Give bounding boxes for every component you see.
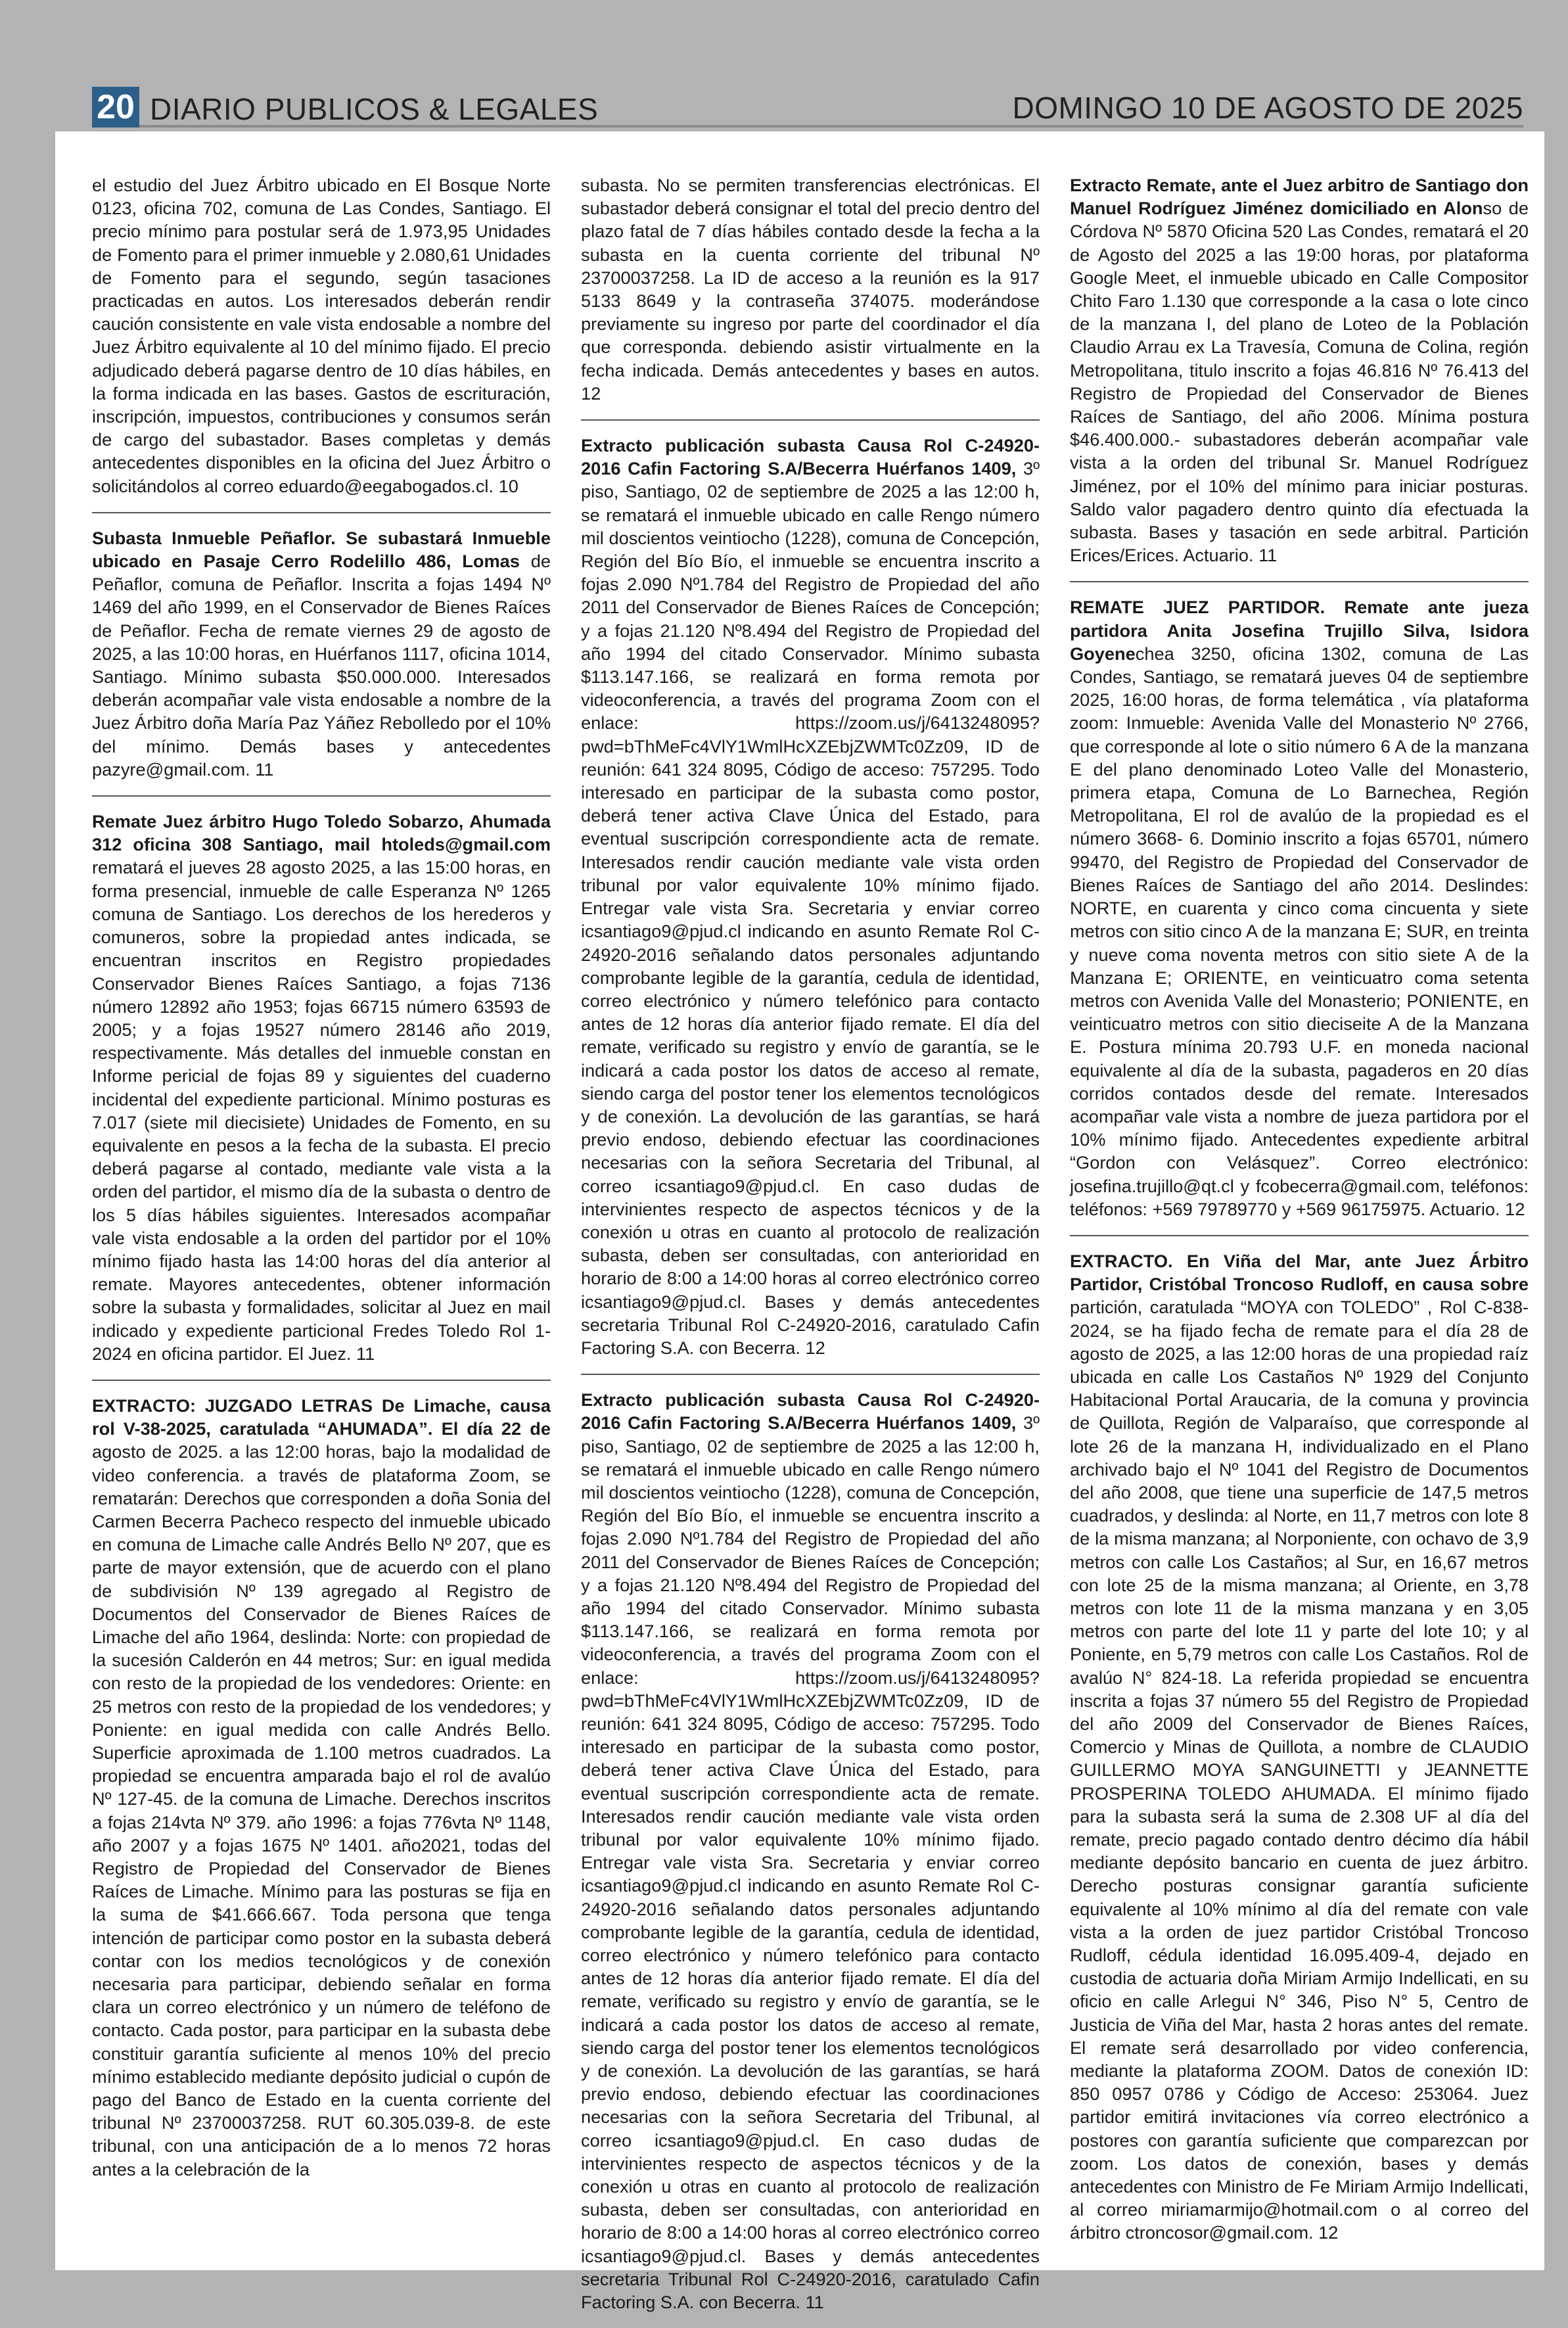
page-sheet xyxy=(55,131,1544,2313)
notice-lead: EXTRACTO. En Viña del Mar, ante Juez Árbitro Partidor, Cristóbal Troncoso Rudloff, en causa sobre xyxy=(1070,1250,1529,1295)
notice xyxy=(581,1374,1040,2328)
notice xyxy=(1070,1235,1529,2259)
page-header xyxy=(92,84,1523,128)
column-2 xyxy=(581,174,1040,2313)
notice-body: rematará el jueves 28 agosto 2025, a las 15:00 horas, en forma presencial, inmueble de calle Esperanza Nº 1265 comuna de Santiago. Los derechos de los herederos y comuneros, sobre la propiedad antes indicada, se encuentran inscritos en Registro propiedades Conservador Bienes Raíces Santiago, a fojas 7136 número 12892 año 1953; fojas 66715 número 63593 de 2005; y a fojas 19527 número 28146 año 2019, respectivamente. Más detalles del inmueble constan en Informe pericial de fojas 89 y siguientes del cuaderno incidental del expediente particional. Mínimo posturas es 7.017 (siete mil diecisiete) Unidades de Fomento, en su equivalente en pesos a la fecha de la subasta. El precio deberá pagarse al contado, mediante vale vista a la orden del partidor, el mismo día de la subasta o dentro de los 5 días hábiles siguientes. Interesados acompañar vale vista endosable a la orden del partidor por el 10% mínimo fijado hasta las 14:00 horas del día anterior al remate. Mayores antecedentes, obtener información sobre la subasta y formalidades, solicitar al Juez en mail indicado y expediente particional Fredes Toledo Rol 1-2024 en oficina partidor. El Juez. 11 xyxy=(92,857,551,1364)
notice-body: so de Córdova Nº 5870 Oficina 520 Las Condes, rematará el 20 de Agosto del 2025 a las 19:00 horas, por plataforma Google Meet, el inmueble ubicado en Calle Compositor Chito Faro 1.130 que corresponde a la casa o lote cinco de la manzana I, del plano de Loteo de la Población Claudio Arrau ex La Travesía, Comuna de Colina, región Metropolitana, titulo inscrito a fojas 46.816 Nº 76.413 del Registro de Propiedad del Conservador de Bienes Raíces de Santiago, del año 2006. Mínima postura $46.400.000.- subastadores deberán acompañar vale vista a la orden del tribunal Sr. Manuel Rodríguez Jiménez, por el 10% del mínimo para iniciar posturas. Saldo valor pagadero dentro quinto día efectuada la subasta. Bases y tasación en sede arbitral. Partición Erices/Erices. Actuario. 11 xyxy=(1070,198,1529,566)
notice-body: de Peñaflor, comuna de Peñaflor. Inscrita a fojas 1494 Nº 1469 del año 1999, en el Conservador de Bienes Raíces de Peñaflor. Fecha de remate viernes 29 de agosto de 2025, a las 10:00 horas, en Huérfanos 1117, oficina 1014, Santiago. Mínimo subasta $50.000.000. Interesados deberán acompañar vale vista endosable a nombre de la Juez Árbitro doña María Paz Yáñez Rebolledo por el 10% del mínimo. Demás bases y antecedentes pazyre@gmail.com. 11 xyxy=(92,551,551,780)
notice-body: subasta. No se permiten transferencias electrónicas. El subastador deberá consignar el total del precio dentro del plazo fatal de 7 días hábiles contado desde la fecha a la subasta en la cuenta corriente del tribunal Nº 23700037258. La ID de acceso a la reunión es la 917 5133 8649 y la contraseña 374075. moderándose previamente su ingreso por parte del coordinador el día que corresponda. debiendo asistir virtualmente en la fecha indicada. Demás antecedentes y bases en autos. 12 xyxy=(581,175,1040,404)
notice xyxy=(1070,174,1529,581)
notice-lead: Extracto publicación subasta Causa Rol C-24920-2016 Cafin Factoring S.A/Becerra Huérfanos 1409, xyxy=(581,1389,1040,1433)
notice xyxy=(581,174,1040,419)
notice xyxy=(581,419,1040,1374)
notice-lead: REMATE JUEZ PARTIDOR. Remate ante jueza partidora Anita Josefina Trujillo Silva, Isidora Goyene xyxy=(1070,597,1529,664)
page-number: 20 xyxy=(92,87,139,128)
notice xyxy=(92,1380,551,2195)
publication-date: DOMINGO 10 DE AGOSTO DE 2025 xyxy=(1012,91,1523,125)
notice xyxy=(92,795,551,1380)
notice-lead: Extracto publicación subasta Causa Rol C-24920-2016 Cafin Factoring S.A/Becerra Huérfanos 1409, xyxy=(581,435,1040,479)
publication-title: DIARIO PUBLICOS & LEGALES xyxy=(150,92,599,126)
notice-lead: Remate Juez árbitro Hugo Toledo Sobarzo, Ahumada 312 oficina 308 Santiago, mail htoleds@gmail.com xyxy=(92,811,551,855)
notice-body: el estudio del Juez Árbitro ubicado en El Bosque Norte 0123, oficina 702, comuna de Las Condes, Santiago. El precio mínimo para postular será de 1.973,95 Unidades de Fomento para el primer inmueble y 2.080,61 Unidades de Fomento para el segundo, según tasaciones practicadas en autos. Los interesados deberán rendir caución consistente en vale vista endosable a nombre del Juez Árbitro equivalente al 10 del mínimo fijado. El precio adjudicado deberá pagarse dentro de 10 días hábiles, en la forma indicada en las bases. Gastos de escrituración, inscripción, impuestos, contribuciones y consumos serán de cargo del subastador. Bases completas y demás antecedentes disponibles en la oficina del Juez Árbitro o solicitándolos al correo eduardo@eegabogados.cl. 10 xyxy=(92,175,551,496)
column-1 xyxy=(92,174,551,2257)
notice xyxy=(92,174,551,512)
notice-body: 3º piso, Santiago, 02 de septiembre de 2025 a las 12:00 h, se rematará el inmueble ubicado en calle Rengo número mil doscientos veintiocho (1228), comuna de Concepción, Región del Bío Bío, el inmueble se encuentra inscrito a fojas 2.090 Nº1.784 del Registro de Propiedad del año 2011 del Conservador de Bienes Raíces de Concepción; y a fojas 21.120 Nº8.494 del Registro de Propiedad del año 1994 del citado Conservador. Mínimo subasta $113.147.166, se realizará en forma remota por videoconferencia, a través del programa Zoom con el enlace: https://zoom.us/j/6413248095?pwd=bThMeFc4VlY1WmlHcXZEbjZWMTc0Zz09, ID de reunión: 641 324 8095, Código de acceso: 757295. Todo interesado en participar de la subasta como postor, deberá tener activa Clave Única del Estado, para eventual suscripción correspondiente acta de remate. Interesados rendir caución mediante vale vista orden tribunal por valor equivalente 10% mínimo fijado. Entregar vale vista Sra. Secretaria y enviar correo icsantiago9@pjud.cl indicando en asunto Remate Rol C-24920-2016 señalando datos personales adjuntando comprobante legible de la garantía, cedula de identidad, correo electrónico y número telefónico para contacto antes de 12 horas día anterior fijado remate. El día del remate, verificado su registro y envío de garantía, se le indicará a cada postor los datos de acceso al remate, siendo carga del postor tener los elementos tecnológicos y de conexión. La devolución de las garantías, se hará previo endoso, debiendo efectuar las coordinaciones necesarias con la señora Secretaria del Tribunal, al correo icsantiago9@pjud.cl. En caso dudas de intervinientes respecto de aspectos técnicos y de la conexión u otras en cuanto al protocolo de realización subasta, deben ser consultadas, con anterioridad en horario de 8:00 a 14:00 horas al correo electrónico correo icsantiago9@pjud.cl. Bases y demás antecedentes secretaria Tribunal Rol C-24920-2016, caratulado Cafin Factoring S.A. con Becerra. 11 xyxy=(581,1412,1040,2313)
notice-body: 3º piso, Santiago, 02 de septiembre de 2025 a las 12:00 h, se rematará el inmueble ubicado en calle Rengo número mil doscientos veintiocho (1228), comuna de Concepción, Región del Bío Bío, el inmueble se encuentra inscrito a fojas 2.090 Nº1.784 del Registro de Propiedad del año 2011 del Conservador de Bienes Raíces de Concepción; y a fojas 21.120 Nº8.494 del Registro de Propiedad del año 1994 del citado Conservador. Mínimo subasta $113.147.166, se realizará en forma remota por videoconferencia, a través del programa Zoom con el enlace: https://zoom.us/j/6413248095?pwd=bThMeFc4VlY1WmlHcXZEbjZWMTc0Zz09, ID de reunión: 641 324 8095, Código de acceso: 757295. Todo interesado en participar de la subasta como postor, deberá tener activa Clave Única del Estado, para eventual suscripción correspondiente acta de remate. Interesados rendir caución mediante vale vista orden tribunal por valor equivalente 10% mínimo fijado. Entregar vale vista Sra. Secretaria y enviar correo icsantiago9@pjud.cl indicando en asunto Remate Rol C-24920-2016 señalando datos personales adjuntando comprobante legible de la garantía, cedula de identidad, correo electrónico y número telefónico para contacto antes de 12 horas día anterior fijado remate. El día del remate, verificado su registro y envío de garantía, se le indicará a cada postor los datos de acceso al remate, siendo carga del postor tener los elementos tecnológicos y de conexión. La devolución de las garantías, se hará previo endoso, debiendo efectuar las coordinaciones necesarias con la señora Secretaria del Tribunal, al correo icsantiago9@pjud.cl. En caso dudas de intervinientes respecto de aspectos técnicos y de la conexión u otras en cuanto al protocolo de realización subasta, deben ser consultadas, con anterioridad en horario de 8:00 a 14:00 horas al correo electrónico correo icsantiago9@pjud.cl. Bases y demás antecedentes secretaria Tribunal Rol C-24920-2016, caratulado Cafin Factoring S.A. con Becerra. 12 xyxy=(581,458,1040,1358)
notice-lead: Subasta Inmueble Peñaflor. Se subastará Inmueble ubicado en Pasaje Cerro Rodelillo 486, Lomas xyxy=(92,527,551,572)
notice-body: partición, caratulada “MOYA con TOLEDO” , Rol C-838-2024, se ha fijado fecha de remate para el día 28 de agosto de 2025, a las 12:00 horas de una propiedad raíz ubicada en calle Los Castaños Nº 1929 del Conjunto Habitacional Portal Araucaria, de la comuna y provincia de Quillota, Región de Valparaíso, que corresponde al lote 26 de la manzana H, individualizado en el Plano archivado bajo el Nº 1041 del Registro de Documentos del año 2008, que tiene una superficie de 147,5 metros cuadrados, y deslinda: al Norte, en 11,7 metros con lote 8 de la misma manzana; al Norponiente, con ochavo de 3,9 metros con calle Los Castaños; al Sur, en 16,67 metros con lote 25 de la misma manzana; al Oriente, en 3,78 metros con lote 11 de la misma manzana y en 3,05 metros con parte del lote 11 y parte del lote 10; y al Poniente, en 5,79 metros con calle Los Castaños. Rol de avalúo N° 824-18. La referida propiedad se encuentra inscrita a fojas 37 número 55 del Registro de Propiedad del año 2009 del Conservador de Bienes Raíces, Comercio y Minas de Quillota, a nombre de CLAUDIO GUILLERMO MOYA SANGUINETTI y JEANNETTE PROSPERINA TOLEDO AHUMADA. El mínimo fijado para la subasta será la suma de 2.308 UF al día del remate, precio pagado contado dentro décimo día hábil mediante depósito bancario en cuenta de juez árbitro. Derecho posturas consignar garantía suficiente equivalente al 10% mínimo al día del remate con vale vista a la orden de juez partidor Cristóbal Troncoso Rudloff, cédula identidad 16.095.409-4, dejado en custodia de actuaria doña Miriam Armijo Indellicati, en su oficio en calle Arlegui N° 346, Piso N° 5, Centro de Justicia de Viña del Mar, hasta 2 horas antes del remate. El remate será desarrollado por video conferencia, mediante la plataforma ZOOM. Datos de conexión ID: 850 0957 0786 y Código de Acceso: 253064. Juez partidor emitirá invitaciones vía correo electrónico a postores con garantía suficiente que comparezcan por zoom. Los datos de conexión, bases y demás antecedentes con Ministro de Fe Miriam Armijo Indellicati, al correo miriamarmijo@hotmail.com o al correo del árbitro ctroncosor@gmail.com. 12 xyxy=(1070,1297,1529,2243)
notice xyxy=(1070,581,1529,1234)
notice-body: agosto de 2025. a las 12:00 horas, bajo la modalidad de video conferencia. a través de plataforma Zoom, se rematarán: Derechos que corresponden a doña Sonia del Carmen Becerra Pacheco respecto del inmueble ubicado en comuna de Limache calle Andrés Bello Nº 207, que es parte de mayor extensión, que de acuerdo con el plano de subdivisión Nº 139 agregado al Registro de Documentos del Conservador de Bienes Raíces de Limache del año 1964, deslinda: Norte: con propiedad de la sucesión Calderón en 44 metros; Sur: en igual medida con resto de la propiedad de los vendedores: Oriente: en 25 metros con resto de la propiedad de los vendedores; y Poniente: en igual medida con calle Andrés Bello. Superficie aproximada de 1.100 metros cuadrados. La propiedad se encuentra amparada bajo el rol de avalúo Nº 127-45. de la comuna de Limache. Derechos inscritos a fojas 214vta Nº 379. año 1996: a fojas 776vta Nº 1148, año 2007 y a fojas 1675 Nº 1401. año2021, todas del Registro de Propiedad del Conservador de Bienes Raíces de Limache. Mínimo para las posturas se fija en la suma de $41.666.667. Toda persona que tenga intención de participar como postor en la subasta deberá contar con los medios tecnológicos y de conexión necesaria para participar, debiendo señalar en forma clara un correo electrónico y un número de teléfono de contacto. Cada postor, para participar en la subasta debe constituir garantía suficiente al menos 10% del precio mínimo establecido mediante depósito judicial o cupón de pago del Banco de Estado en la cuenta corriente del tribunal Nº 23700037258. RUT 60.305.039-8. de este tribunal, con una anticipación de a lo menos 72 horas antes a la celebración de la xyxy=(92,1441,551,2179)
notice-lead: EXTRACTO: JUZGADO LETRAS De Limache, causa rol V-38-2025, caratulada “AHUMADA”. El día 22 de xyxy=(92,1395,551,1439)
column-3 xyxy=(1070,174,1529,2257)
notice-lead: Extracto Remate, ante el Juez arbitro de Santiago don Manuel Rodríguez Jiménez domiciliado en Alon xyxy=(1070,175,1529,219)
notice xyxy=(92,512,551,795)
notice-body: chea 3250, oficina 1302, comuna de Las Condes, Santiago, se rematará jueves 04 de septiembre 2025, 16:00 horas, de forma telemática , vía plataforma zoom: Inmueble: Avenida Valle del Monasterio Nº 2766, que corresponde al lote o sitio número 6 A de la manzana E del plano denominado Loteo Valle del Monasterio, primera etapa, Comuna de Lo Barnechea, Región Metropolitana, El rol de avalúo de la propiedad es el número 3668- 6. Dominio inscrito a fojas 65701, número 99470, del Registro de Propiedad del Conservador de Bienes Raíces de Santiago del año 2014. Deslindes: NORTE, en cuarenta y cinco coma cincuenta y siete metros con sitio cinco A de la manzana E; SUR, en treinta y nueve coma noventa metros con sitio siete A de la Manzana E; ORIENTE, en veinticuatro coma setenta metros con Avenida Valle del Monasterio; PONIENTE, en veinticuatro metros con sitio dieciseite A de la Manzana E. Postura mínima 20.793 U.F. en moneda nacional equivalente al día de la subasta, pagaderos en 20 días corridos contados desde del remate. Interesados acompañar vale vista a nombre de jueza partidora por el 10% mínimo fijado. Antecedentes expediente arbitral “Gordon con Velásquez”. Correo electrónico: josefina.trujillo@qt.cl y fcobecerra@gmail.com, teléfonos: teléfonos: +569 79789770 y +569 96175975. Actuario. 12 xyxy=(1070,643,1529,1219)
